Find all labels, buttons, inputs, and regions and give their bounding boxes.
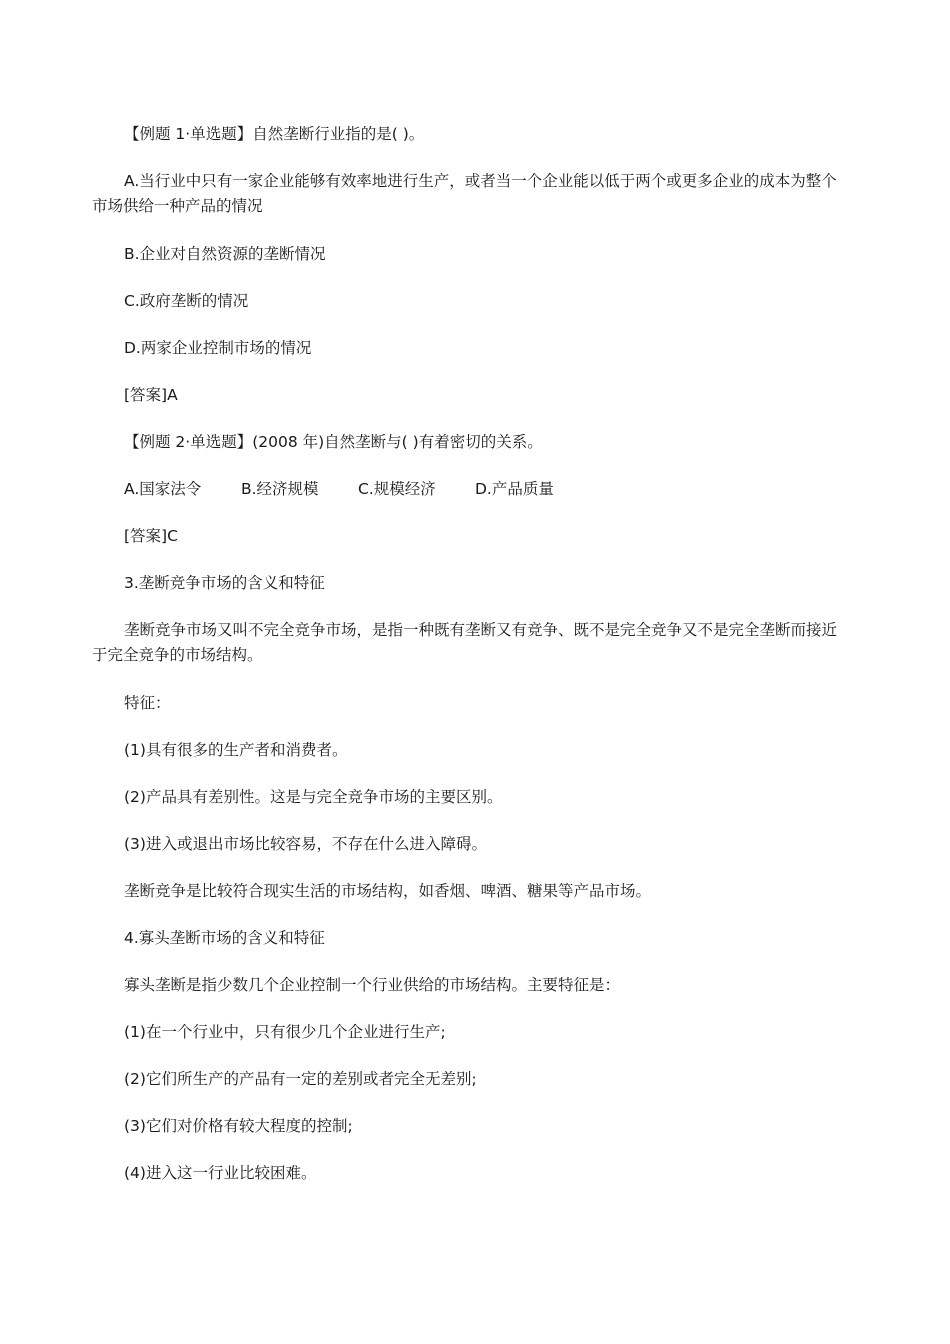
example-1-option-d: D.两家企业控制市场的情况 xyxy=(124,339,312,357)
example-2-option-d: D.产品质量 xyxy=(475,480,554,498)
feature-item-1: (1)具有很多的生产者和消费者。 xyxy=(124,741,348,759)
oligopoly-item-1: (1)在一个行业中，只有很少几个企业进行生产; xyxy=(124,1023,446,1041)
example-2-question: 【例题 2·单选题】(2008 年)自然垄断与( )有着密切的关系。 xyxy=(124,433,543,451)
example-1-option-c: C.政府垄断的情况 xyxy=(124,292,249,310)
example-2-option-b: B.经济规模 xyxy=(241,480,319,498)
section-4-definition: 寡头垄断是指少数几个企业控制一个行业供给的市场结构。主要特征是： xyxy=(124,976,621,994)
example-2-answer: [答案]C xyxy=(124,527,178,545)
section-4-heading: 4.寡头垄断市场的含义和特征 xyxy=(124,929,325,947)
example-1-option-a: A.当行业中只有一家企业能够有效率地进行生产，或者当一个企业能以低于两个或更多企业的成本为整个市场供给一种产品的情况 xyxy=(92,172,837,215)
section-3-definition: 垄断竞争市场又叫不完全竞争市场，是指一种既有垄断又有竞争、既不是完全竞争又不是完全垄断而接近于完全竞争的市场结构。 xyxy=(92,621,838,664)
example-2-option-a: A.国家法令 xyxy=(124,480,202,498)
example-1-answer: [答案]A xyxy=(124,386,178,404)
example-1-question: 【例题 1·单选题】自然垄断行业指的是( )。 xyxy=(124,125,425,143)
oligopoly-item-2: (2)它们所生产的产品有一定的差别或者完全无差别; xyxy=(124,1070,477,1088)
section-3-summary: 垄断竞争是比较符合现实生活的市场结构，如香烟、啤酒、糖果等产品市场。 xyxy=(124,882,652,900)
section-3-heading: 3.垄断竞争市场的含义和特征 xyxy=(124,574,325,592)
example-2-options xyxy=(92,477,852,501)
feature-item-2: (2)产品具有差别性。这是与完全竞争市场的主要区别。 xyxy=(124,788,503,806)
features-label: 特征： xyxy=(124,694,171,712)
example-2-option-c: C.规模经济 xyxy=(358,480,436,498)
feature-item-3: (3)进入或退出市场比较容易，不存在什么进入障碍。 xyxy=(124,835,487,853)
oligopoly-item-3: (3)它们对价格有较大程度的控制; xyxy=(124,1117,353,1135)
example-1-option-b: B.企业对自然资源的垄断情况 xyxy=(124,245,326,263)
oligopoly-item-4: (4)进入这一行业比较困难。 xyxy=(124,1164,317,1182)
document-page xyxy=(92,122,852,1208)
